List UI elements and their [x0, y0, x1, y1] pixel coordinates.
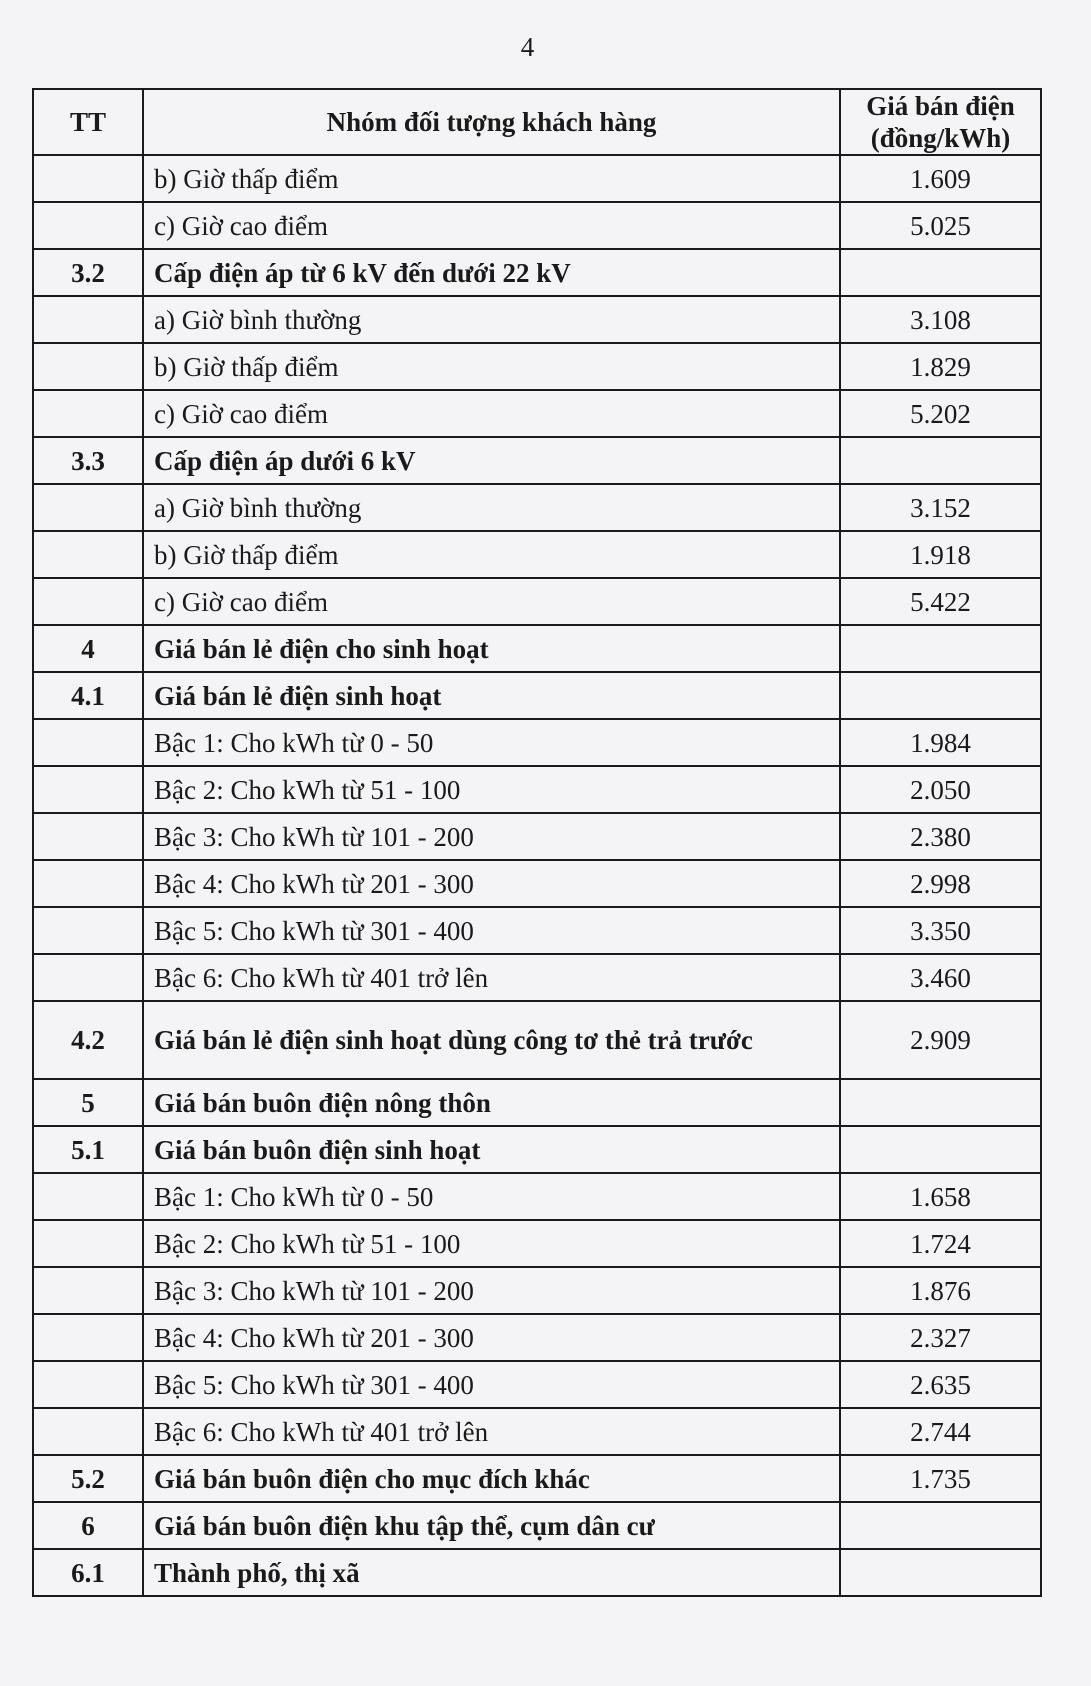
row-group: Bậc 3: Cho kWh từ 101 - 200	[143, 813, 840, 860]
row-group: c) Giờ cao điểm	[143, 390, 840, 437]
row-group: Cấp điện áp từ 6 kV đến dưới 22 kV	[143, 249, 840, 296]
row-price	[840, 249, 1041, 296]
row-tt	[33, 531, 143, 578]
row-group: Cấp điện áp dưới 6 kV	[143, 437, 840, 484]
row-group: b) Giờ thấp điểm	[143, 531, 840, 578]
row-group: Giá bán lẻ điện cho sinh hoạt	[143, 625, 840, 672]
row-group: Bậc 2: Cho kWh từ 51 - 100	[143, 1220, 840, 1267]
row-tt	[33, 1173, 143, 1220]
row-tt: 6.1	[33, 1549, 143, 1596]
row-tt	[33, 766, 143, 813]
row-price: 2.744	[840, 1408, 1041, 1455]
row-group: a) Giờ bình thường	[143, 484, 840, 531]
row-price: 2.327	[840, 1314, 1041, 1361]
row-tt	[33, 390, 143, 437]
row-tt	[33, 1220, 143, 1267]
table-row	[33, 1455, 1041, 1502]
row-price: 2.380	[840, 813, 1041, 860]
table-row	[33, 249, 1041, 296]
row-tt	[33, 1314, 143, 1361]
row-group: Bậc 5: Cho kWh từ 301 - 400	[143, 907, 840, 954]
table-row	[33, 390, 1041, 437]
row-tt	[33, 155, 143, 202]
table-header-row	[33, 89, 1041, 155]
row-price: 1.658	[840, 1173, 1041, 1220]
row-group: Thành phố, thị xã	[143, 1549, 840, 1596]
row-price	[840, 1126, 1041, 1173]
table-row	[33, 813, 1041, 860]
row-group: Giá bán buôn điện khu tập thể, cụm dân cư	[143, 1502, 840, 1549]
row-price	[840, 437, 1041, 484]
row-tt: 4.2	[33, 1001, 143, 1079]
row-tt	[33, 296, 143, 343]
header-price	[840, 89, 1041, 155]
row-tt	[33, 907, 143, 954]
row-tt: 3.2	[33, 249, 143, 296]
row-tt: 5.1	[33, 1126, 143, 1173]
table-row	[33, 437, 1041, 484]
row-price	[840, 1079, 1041, 1126]
row-group: Bậc 3: Cho kWh từ 101 - 200	[143, 1267, 840, 1314]
row-price	[840, 625, 1041, 672]
row-price: 2.635	[840, 1361, 1041, 1408]
row-group: Bậc 6: Cho kWh từ 401 trở lên	[143, 1408, 840, 1455]
row-tt: 4	[33, 625, 143, 672]
row-group: Giá bán lẻ điện sinh hoạt dùng công tơ thẻ trả trước	[143, 1001, 840, 1079]
page-number: 4	[520, 32, 535, 62]
row-price	[840, 1502, 1041, 1549]
row-tt	[33, 343, 143, 390]
table-row	[33, 1126, 1041, 1173]
row-tt	[33, 202, 143, 249]
row-group: Bậc 4: Cho kWh từ 201 - 300	[143, 1314, 840, 1361]
row-tt	[33, 1361, 143, 1408]
row-price: 1.724	[840, 1220, 1041, 1267]
table-row	[33, 1173, 1041, 1220]
row-group: Giá bán buôn điện nông thôn	[143, 1079, 840, 1126]
table-row	[33, 202, 1041, 249]
table-row	[33, 625, 1041, 672]
row-price: 1.609	[840, 155, 1041, 202]
table-row	[33, 672, 1041, 719]
table-row	[33, 531, 1041, 578]
row-group: Bậc 1: Cho kWh từ 0 - 50	[143, 1173, 840, 1220]
row-tt	[33, 1267, 143, 1314]
row-group: Giá bán buôn điện cho mục đích khác	[143, 1455, 840, 1502]
row-tt	[33, 719, 143, 766]
row-price: 3.108	[840, 296, 1041, 343]
table-row	[33, 1079, 1041, 1126]
row-price: 3.460	[840, 954, 1041, 1001]
row-group: c) Giờ cao điểm	[143, 578, 840, 625]
row-group: Giá bán lẻ điện sinh hoạt	[143, 672, 840, 719]
header-price-line1: Giá bán điện	[866, 91, 1015, 121]
row-tt	[33, 1408, 143, 1455]
row-tt: 4.1	[33, 672, 143, 719]
row-price: 3.350	[840, 907, 1041, 954]
row-group: Bậc 2: Cho kWh từ 51 - 100	[143, 766, 840, 813]
header-customer-group: Nhóm đối tượng khách hàng	[143, 89, 840, 155]
row-tt	[33, 954, 143, 1001]
table-row	[33, 1502, 1041, 1549]
row-group: b) Giờ thấp điểm	[143, 155, 840, 202]
table-row	[33, 296, 1041, 343]
row-group: Bậc 5: Cho kWh từ 301 - 400	[143, 1361, 840, 1408]
table-row	[33, 155, 1041, 202]
table-row	[33, 766, 1041, 813]
row-group: Bậc 1: Cho kWh từ 0 - 50	[143, 719, 840, 766]
table-row	[33, 484, 1041, 531]
table-row	[33, 719, 1041, 766]
row-tt: 6	[33, 1502, 143, 1549]
row-tt	[33, 813, 143, 860]
row-group: c) Giờ cao điểm	[143, 202, 840, 249]
row-price	[840, 1549, 1041, 1596]
table-row	[33, 1220, 1041, 1267]
row-group: Bậc 6: Cho kWh từ 401 trở lên	[143, 954, 840, 1001]
header-tt: TT	[33, 89, 143, 155]
table-row	[33, 907, 1041, 954]
row-price: 1.984	[840, 719, 1041, 766]
row-tt: 3.3	[33, 437, 143, 484]
table-row	[33, 954, 1041, 1001]
row-group: Giá bán buôn điện sinh hoạt	[143, 1126, 840, 1173]
row-price: 2.050	[840, 766, 1041, 813]
row-price: 1.829	[840, 343, 1041, 390]
row-tt: 5	[33, 1079, 143, 1126]
table-row	[33, 343, 1041, 390]
table-row	[33, 1549, 1041, 1596]
row-price: 1.876	[840, 1267, 1041, 1314]
row-price: 2.998	[840, 860, 1041, 907]
row-price: 5.025	[840, 202, 1041, 249]
table-row	[33, 1001, 1041, 1079]
row-price: 1.735	[840, 1455, 1041, 1502]
row-tt	[33, 578, 143, 625]
row-price	[840, 672, 1041, 719]
table-row	[33, 1314, 1041, 1361]
row-tt: 5.2	[33, 1455, 143, 1502]
row-price: 2.909	[840, 1001, 1041, 1079]
header-price-unit: (đồng/kWh)	[870, 123, 1011, 153]
table-row	[33, 578, 1041, 625]
row-group: Bậc 4: Cho kWh từ 201 - 300	[143, 860, 840, 907]
row-price: 5.202	[840, 390, 1041, 437]
table-row	[33, 860, 1041, 907]
row-tt	[33, 860, 143, 907]
row-tt	[33, 484, 143, 531]
row-group: b) Giờ thấp điểm	[143, 343, 840, 390]
row-group: a) Giờ bình thường	[143, 296, 840, 343]
row-price: 5.422	[840, 578, 1041, 625]
row-price: 1.918	[840, 531, 1041, 578]
table-row	[33, 1408, 1041, 1455]
table-row	[33, 1361, 1041, 1408]
tariff-table	[32, 88, 1042, 1597]
row-price: 3.152	[840, 484, 1041, 531]
table-row	[33, 1267, 1041, 1314]
